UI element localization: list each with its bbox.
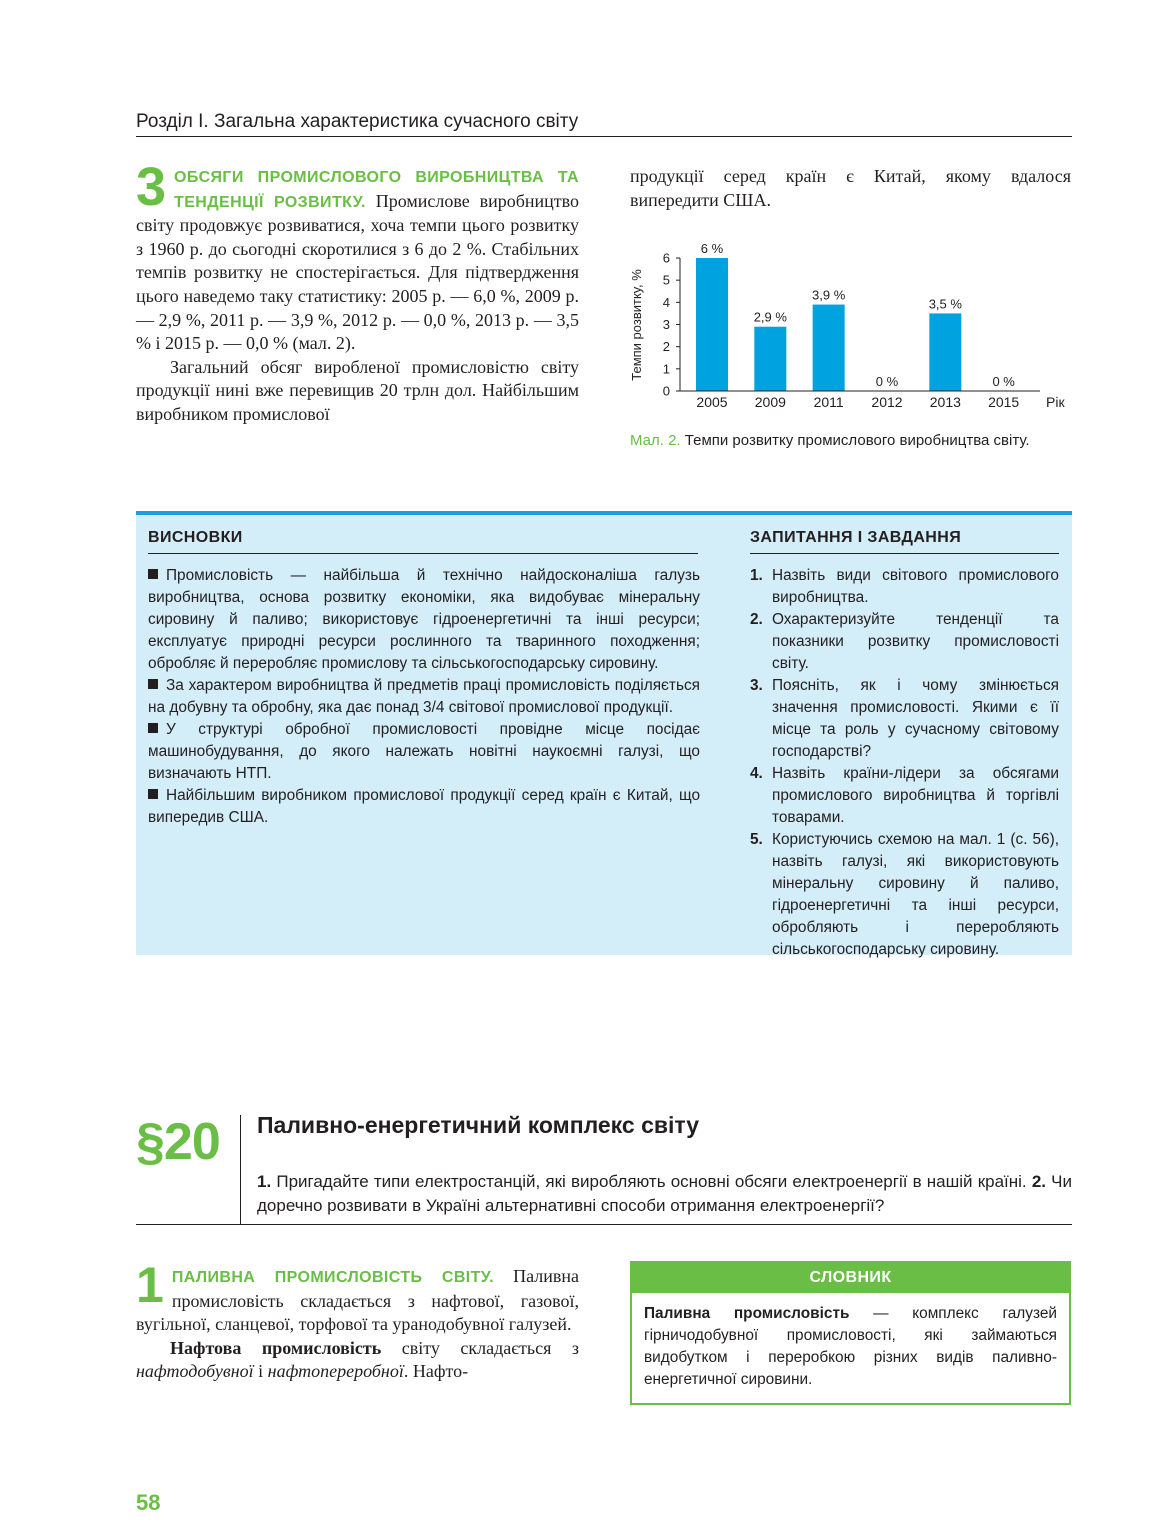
y-tick-label: 0 bbox=[662, 383, 670, 399]
y-axis-ticks bbox=[663, 251, 680, 399]
intro-question-text: Пригадайте типи електростанцій, які виробляють основні обсяги електроенергії в нашій країні. bbox=[276, 1172, 1027, 1191]
text-fragment: . Нафто- bbox=[403, 1361, 469, 1382]
section-heading: ОБСЯГИ ПРОМИСЛОВОГО ВИРОБНИЦТВА ТА ТЕНДЕНЦІЇ РОЗВИТКУ. bbox=[174, 169, 579, 211]
question-number: 4. bbox=[750, 765, 763, 782]
bar-data-label: 2,9 % bbox=[753, 309, 787, 325]
figure-label: Мал. 2. bbox=[630, 432, 681, 449]
section-number: 3 bbox=[136, 157, 167, 217]
conclusions-title: ВИСНОВКИ bbox=[148, 523, 698, 554]
question-item bbox=[750, 565, 1059, 609]
x-axis-label: Рік bbox=[1046, 394, 1065, 410]
section-3-left-column bbox=[136, 157, 579, 427]
glossary-entry bbox=[632, 1293, 1069, 1391]
glossary-definition: — комплекс галузей гірничодобувної промисловості, які займаються видобутком і переробкою різних видів паливно-енергетичної сировини. bbox=[644, 1305, 1057, 1388]
conclusion-item bbox=[148, 785, 700, 829]
questions-list bbox=[750, 565, 1059, 961]
x-tick-label: 2011 bbox=[813, 394, 844, 410]
section-1-left-column bbox=[136, 1257, 580, 1384]
question-text: Назвіть країни-лідери за обсягами промислового виробництва й торгівлі товарами. bbox=[772, 765, 1059, 826]
x-tick-label: 2009 bbox=[754, 394, 786, 410]
section-paragraph: Промислове виробництво світу продовжує розвиватися, хоча темпи цього розвитку з 1960 р. до сьогодні скоротилися з 6 до 2 %. Стабільних темпів розвитку не спостерігається. Для підтвердження цього наведемо таку статистику: 2005 р. — 6,0 %, 2009 р. — 2,9 %, 2011 р. — 3,9 %, 2012 р. — 0,0 %, 2013 р. — 3,5 % і 2015 р. — 0,0 % (мал. 2). bbox=[136, 190, 579, 354]
y-tick-label: 4 bbox=[662, 294, 670, 310]
chart-bar bbox=[696, 258, 728, 391]
chart-bar bbox=[929, 313, 961, 391]
bullet-square-icon bbox=[148, 789, 158, 799]
bar-data-label: 3,5 % bbox=[928, 296, 962, 312]
intro-question-number: 1. bbox=[257, 1172, 272, 1191]
question-item bbox=[750, 763, 1059, 829]
question-number: 5. bbox=[750, 831, 763, 848]
bullet-square-icon bbox=[148, 569, 158, 579]
question-number: 1. bbox=[750, 567, 763, 584]
glossary-box bbox=[630, 1261, 1071, 1405]
y-tick-label: 1 bbox=[662, 361, 670, 377]
vertical-divider bbox=[240, 1115, 241, 1225]
section-3-right-column bbox=[630, 165, 1071, 212]
bar-data-label: 3,9 % bbox=[812, 287, 846, 303]
italic-term: нафтопереробної bbox=[267, 1361, 404, 1382]
bar-chart bbox=[628, 235, 1078, 415]
y-tick-label: 5 bbox=[662, 272, 670, 288]
text-fragment: світу складається з bbox=[381, 1337, 579, 1358]
y-tick-label: 2 bbox=[662, 339, 670, 355]
question-item bbox=[750, 675, 1059, 763]
y-tick-label: 6 bbox=[662, 250, 670, 266]
conclusion-text: Найбільшим виробником промислової продукції серед країн є Китай, що випередив США. bbox=[148, 787, 700, 826]
question-item bbox=[750, 829, 1059, 961]
x-tick-label: 2015 bbox=[988, 394, 1020, 410]
question-text: Поясніть, як і чому змінюється значення промисловості. Якими є її місце та роль у сучасному світовому господарстві? bbox=[772, 677, 1059, 760]
paragraph-sign: §20 bbox=[136, 1113, 220, 1171]
conclusion-item bbox=[148, 719, 700, 785]
bullet-square-icon bbox=[148, 723, 158, 733]
glossary-term: Паливна промисловість bbox=[644, 1305, 850, 1322]
bar-data-label: 6 % bbox=[700, 241, 724, 256]
question-item bbox=[750, 609, 1059, 675]
question-number: 3. bbox=[750, 677, 763, 694]
bold-term: Нафтова промисловість bbox=[170, 1337, 382, 1358]
bar-data-label: 0 % bbox=[992, 374, 1015, 389]
bar-data-label: 0 % bbox=[875, 374, 899, 389]
x-tick-label: 2012 bbox=[871, 394, 903, 410]
glossary-title: СЛОВНИК bbox=[632, 1263, 1069, 1293]
chart-bars bbox=[696, 241, 1019, 410]
running-title: Розділ І. Загальна характеристика сучасного світу bbox=[136, 111, 579, 132]
conclusions-list bbox=[148, 565, 700, 829]
intro-questions bbox=[257, 1170, 1072, 1218]
question-text: Назвіть види світового промислового виробництва. bbox=[772, 567, 1059, 606]
figure-caption bbox=[630, 430, 1030, 452]
paragraph-title: Паливно-енергетичний комплекс світу bbox=[257, 1112, 700, 1138]
section-number: 1 bbox=[136, 1257, 164, 1313]
conclusion-item bbox=[148, 565, 700, 675]
text-fragment: і bbox=[253, 1361, 268, 1382]
running-header bbox=[136, 108, 1072, 137]
horizontal-divider bbox=[136, 1224, 1072, 1225]
conclusion-text: За характером виробництва й предметів праці промисловість поділяється на добувну та обробну, яка дає понад 3/4 світової промислової продукції. bbox=[148, 677, 700, 716]
page-number: 58 bbox=[136, 1490, 161, 1515]
bullet-square-icon bbox=[148, 679, 158, 689]
question-text: Користуючись схемою на мал. 1 (с. 56), назвіть галузі, які використовують мінеральну сировину й паливо, гідроенергетичні та інші ресурси, обробляють і переробляють сільськогосподарську сировину. bbox=[772, 831, 1059, 958]
y-tick-label: 3 bbox=[662, 317, 670, 332]
section-paragraph: Загальний обсяг виробленої промисловістю світу продукції нині вже перевищив 20 трлн дол. Найбільшим виробником промислової bbox=[136, 356, 579, 424]
conclusion-text: У структурі обробної промисловості провідне місце посідає машинобудування, до якого належать новітні наукоємні галузі, що визначають НТП. bbox=[148, 721, 700, 782]
figure-caption-text: Темпи розвитку промислового виробництва світу. bbox=[684, 432, 1030, 449]
x-tick-label: 2005 bbox=[696, 394, 728, 410]
italic-term: нафтодобувної bbox=[136, 1361, 254, 1382]
summary-box bbox=[136, 511, 1072, 958]
chart-svg bbox=[628, 235, 1078, 415]
chart-bar bbox=[754, 327, 786, 391]
intro-question-text: Чи доречно розвивати в Україні альтернативні способи отримання електроенергії? bbox=[257, 1172, 1072, 1215]
y-axis-label: Темпи розвитку, % bbox=[629, 269, 644, 381]
conclusion-text: Промисловість — найбільша й технічно найдосконаліша галузь виробництва, основа розвитку економіки, яка видобуває мінеральну сировину й паливо; використовує гідроенергетичні та інші ресурси; експлуатує природні ресурси рослинного та тваринного походження; обробляє й переробляє промислову та сільськогосподарську сировину. bbox=[148, 567, 700, 672]
section-paragraph: Паливна промисловість складається з нафтової, газової, вугільної, сланцевої, торфової та уранодобувної галузей. bbox=[136, 1266, 580, 1335]
section-paragraph-continued: продукції серед країн є Китай, якому вдалося випередити США. bbox=[630, 166, 1071, 210]
intro-question-number: 2. bbox=[1031, 1172, 1046, 1191]
section-heading: ПАЛИВНА ПРОМИСЛОВІСТЬ СВІТУ. bbox=[171, 1269, 494, 1286]
question-text: Охарактеризуйте тенденції та показники розвитку промисловості світу. bbox=[772, 611, 1059, 672]
x-tick-label: 2013 bbox=[929, 394, 961, 410]
conclusion-item bbox=[148, 675, 700, 719]
chart-bar bbox=[813, 305, 845, 391]
question-number: 2. bbox=[750, 611, 763, 628]
questions-title: ЗАПИТАННЯ І ЗАВДАННЯ bbox=[750, 523, 1059, 554]
